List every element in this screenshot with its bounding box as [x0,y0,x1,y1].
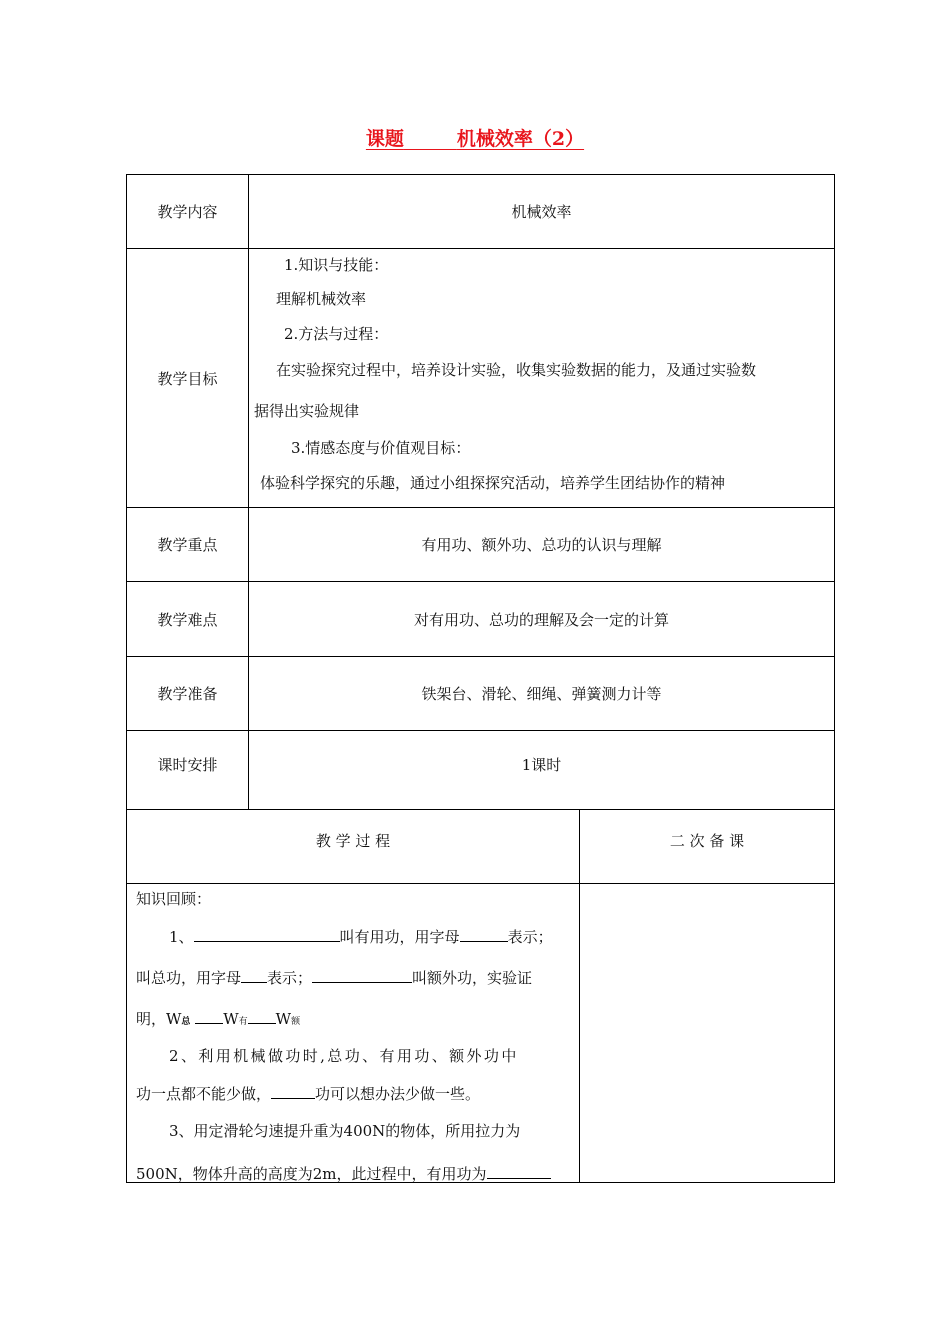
title-underline-text [366,128,584,150]
question-2-line-1: 2、利用机械做功时,总功、有用功、额外功中 [169,1047,519,1065]
goal-line: 体验科学探究的乐趣，通过小组探探究活动，培养学生团结协作的精神 [260,474,726,492]
q3-text: 500N，物体升高的高度为2m，此过程中，有用功为 [136,1165,487,1183]
w-letter: W [223,1010,239,1028]
w-letter: W [275,1010,292,1028]
row-label-content: 教学内容 [157,203,218,221]
q2-text: 功一点都不能少做， [136,1085,272,1103]
goal-line: 2.方法与过程： [284,325,389,343]
process-header-left: 教 学 过 程 [315,831,391,850]
process-heading: 知识回顾： [136,890,212,908]
answer-blank [271,1082,315,1099]
subscript-extra: 额 [291,1017,301,1027]
q1-text: 叫有用功，用字母 [339,928,460,946]
answer-blank [194,925,340,942]
row-divider [126,883,835,884]
row-value-content: 机械效率 [511,203,572,221]
row-label-difficulty: 教学难点 [157,610,218,629]
answer-blank [487,1162,551,1179]
q1-text: 叫总功，用字母 [136,969,242,987]
goal-line: 在实验探究过程中，培养设计实验，收集实验数据的能力，及通过实验数 [276,361,757,379]
answer-blank [460,925,508,942]
row-value-keypoint: 有用功、额外功、总功的认识与理解 [421,536,662,554]
question-1-line-2 [136,966,532,988]
question-3-line-2 [136,1162,551,1184]
title-topic: 机械效率（2） [456,128,585,150]
process-header-right: 二 次 备 课 [669,831,745,850]
row-label-schedule: 课时安排 [157,755,218,774]
q2-text: 功可以想办法少做一些。 [315,1085,481,1103]
goal-line: 理解机械效率 [276,290,367,308]
q1-text: 表示； [267,969,313,987]
row-value-schedule: 1课时 [521,755,562,774]
subscript-total: 总 [181,1017,191,1027]
goal-line: 1.知识与技能： [284,256,389,274]
question-1-line-3 [136,1007,300,1029]
goal-line: 据得出实验规律 [254,402,360,420]
question-2-line-2 [136,1082,480,1104]
answer-blank [248,1007,276,1024]
q1-text: 明，W [136,1010,182,1028]
q1-text: 表示； [507,928,553,946]
q1-text: 叫额外功，实验证 [412,969,533,987]
goal-line: 3.情感态度与价值观目标： [291,439,471,457]
answer-blank [241,966,267,983]
row-label-keypoint: 教学重点 [157,536,218,554]
row-value-preparation: 铁架台、滑轮、细绳、弹簧测力计等 [421,685,662,703]
row-value-difficulty: 对有用功、总功的理解及会一定的计算 [413,610,669,629]
answer-blank [195,1007,223,1024]
question-3-line-1: 3、用定滑轮匀速提升重为400N的物体，所用拉力为 [169,1122,521,1140]
row-label-preparation: 教学准备 [157,685,218,703]
subscript-useful: 有 [238,1017,248,1027]
answer-blank [312,966,412,983]
q1-number: 1、 [169,928,194,946]
question-1-line-1 [169,925,553,947]
title-label: 课题 [365,128,404,150]
page-title [0,124,950,151]
row-label-goals: 教学目标 [157,369,218,388]
